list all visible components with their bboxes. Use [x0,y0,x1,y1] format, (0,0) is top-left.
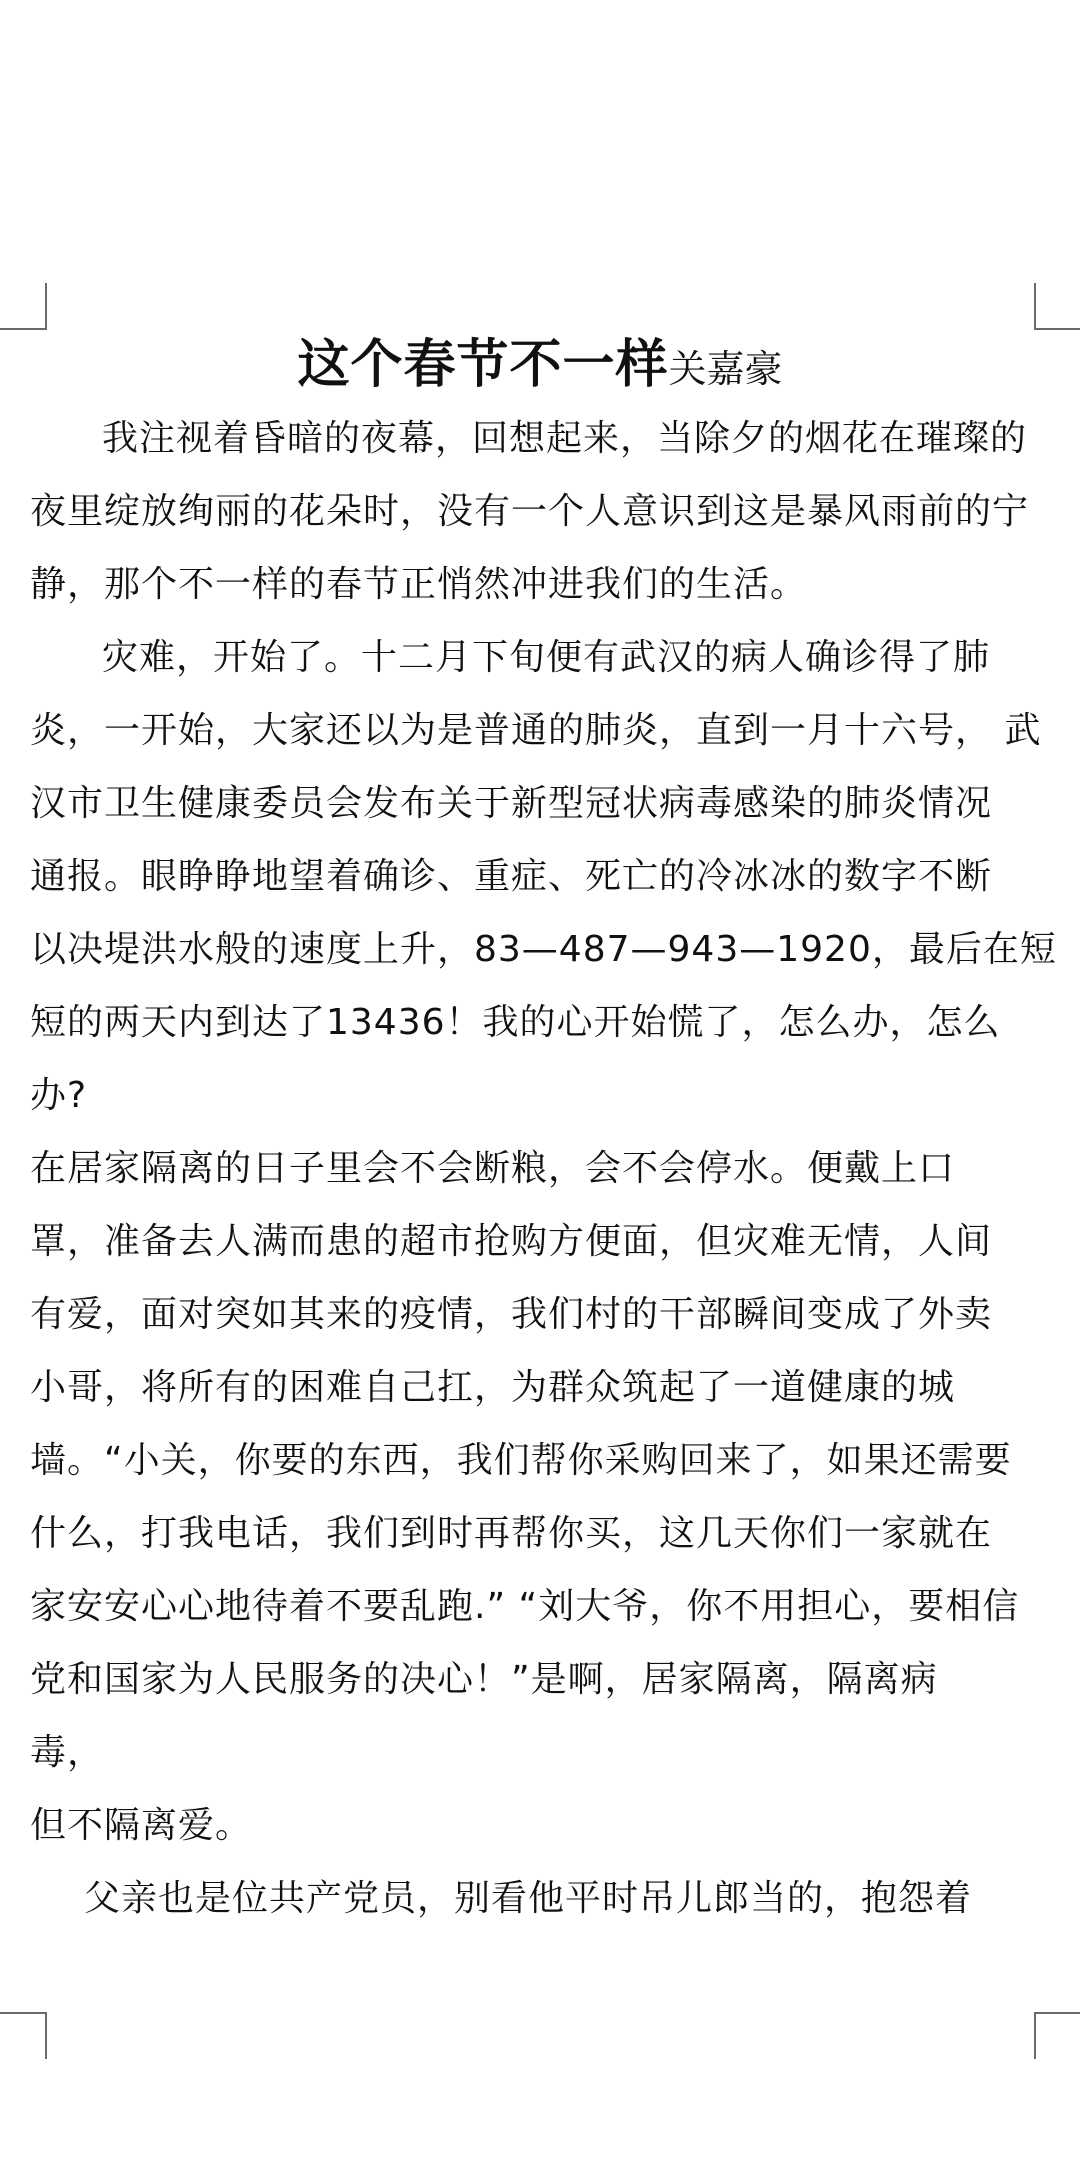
text-line: 在居家隔离的日子里会不会断粮，会不会停水。便戴上口 [30,1148,956,1189]
text-line: 毒， [30,1732,105,1773]
text-line: 短的两天内到达了13436！我的心开始慌了，怎么办，怎么 [30,1002,1001,1043]
text-line: 以决堤洪水般的速度上升，83—487—943—1920，最后在短 [30,929,1057,970]
text-line: 墙。“小关，你要的东西，我们帮你采购回来了，如果还需要 [30,1440,1012,1481]
text-line: 家安安心心地待着不要乱跑.” “刘大爷，你不用担心，要相信 [30,1586,1020,1627]
crop-mark-bottom-right [1034,2012,1080,2059]
text-line: 通报。眼睁睁地望着确诊、重症、死亡的冷冰冰的数字不断 [30,856,993,897]
text-line: 炎，一开始，大家还以为是普通的肺炎，直到一月十六号， 武 [30,710,1042,751]
text-line: 办? [30,1075,88,1116]
text-line: 但不隔离爱。 [30,1805,253,1846]
text-line: 夜里绽放绚丽的花朵时，没有一个人意识到这是暴风雨前的宁 [30,491,1030,532]
text-line: 我注视着昏暗的夜幕，回想起来，当除夕的烟花在璀璨的 [102,418,1028,459]
crop-mark-bottom-left [0,2012,47,2059]
text-line: 有爱，面对突如其来的疫情，我们村的干部瞬间变成了外卖 [30,1294,993,1335]
text-line: 党和国家为人民服务的决心！”是啊，居家隔离，隔离病 [30,1659,938,1700]
document-body [30,402,1060,1935]
title-main: 这个春节不一样 [297,335,669,395]
text-line: 父亲也是位共产党员，别看他平时吊儿郎当的，抱怨着 [84,1878,973,1919]
text-line: 静，那个不一样的春节正悄然冲进我们的生活。 [30,564,808,605]
text-line: 罩，准备去人满而患的超市抢购方便面，但灾难无情，人间 [30,1221,993,1262]
title-author: 关嘉豪 [668,347,783,391]
text-line: 什么，打我电话，我们到时再帮你买，这几天你们一家就在 [30,1513,993,1554]
text-line: 汉市卫生健康委员会发布关于新型冠状病毒感染的肺炎情况 [30,783,993,824]
document-title [0,322,1080,397]
text-line: 小哥，将所有的困难自己扛，为群众筑起了一道健康的城 [30,1367,956,1408]
text-line: 灾难，开始了。十二月下旬便有武汉的病人确诊得了肺 [102,637,991,678]
